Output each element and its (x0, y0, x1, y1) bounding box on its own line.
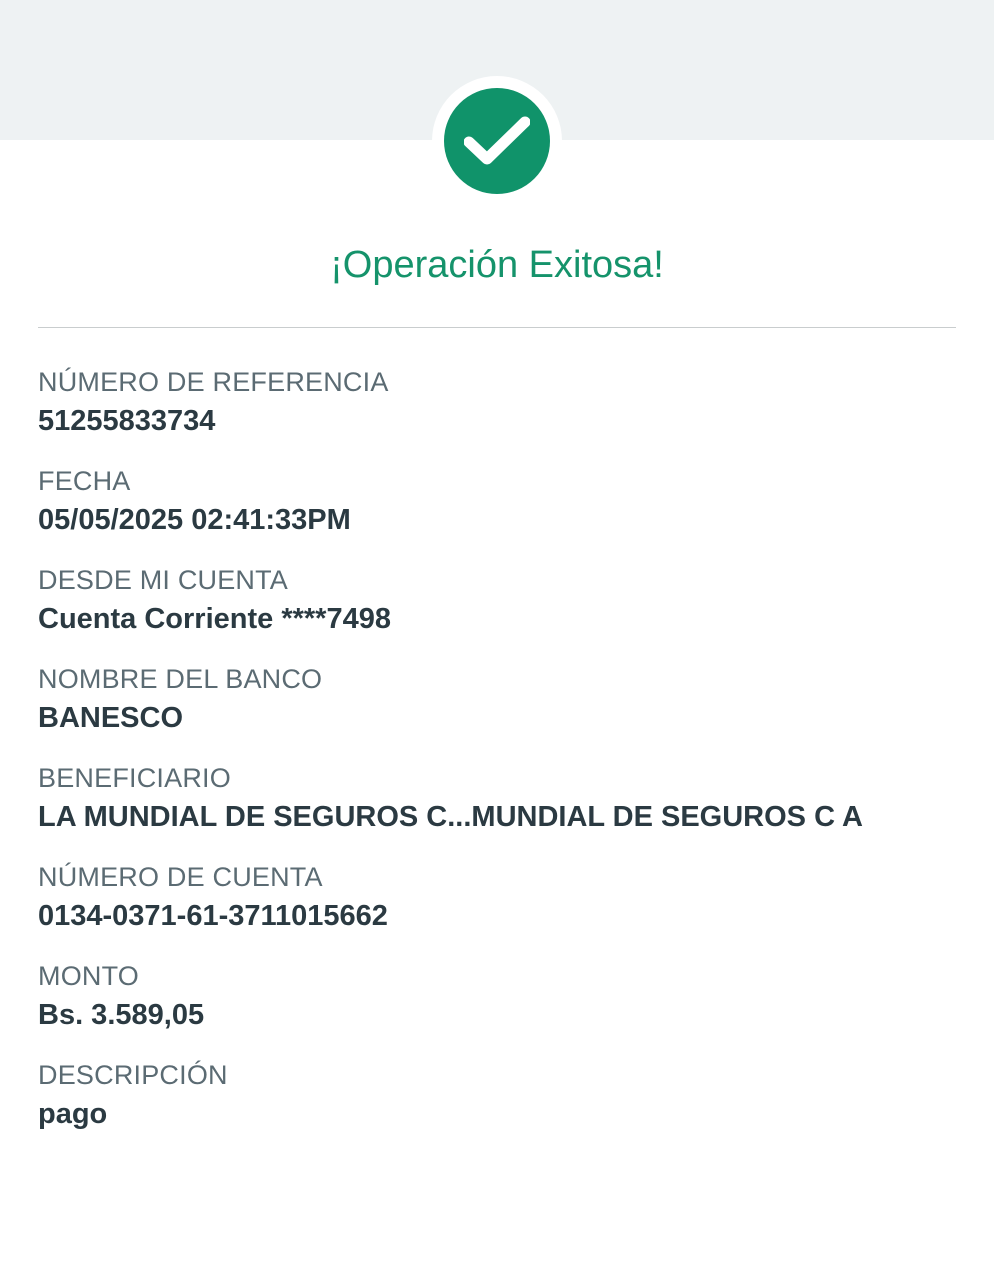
field-label: NÚMERO DE REFERENCIA (38, 367, 389, 397)
field-descripcion (38, 1059, 958, 1132)
divider (38, 327, 956, 328)
field-value: 0134-0371-61-3711015662 (38, 899, 388, 932)
field-label: FECHA (38, 466, 131, 496)
field-numero-de-referencia (38, 366, 958, 439)
field-value: LA MUNDIAL DE SEGUROS C...MUNDIAL DE SEGUROS C A (38, 800, 863, 833)
field-value: Bs. 3.589,05 (38, 998, 205, 1031)
field-desde-mi-cuenta (38, 564, 958, 637)
field-label: NÚMERO DE CUENTA (38, 862, 323, 892)
field-label: BENEFICIARIO (38, 763, 231, 793)
field-numero-de-cuenta (38, 861, 958, 934)
field-nombre-del-banco (38, 663, 958, 736)
success-title: ¡Operación Exitosa! (330, 244, 664, 286)
field-value: Cuenta Corriente ****7498 (38, 602, 391, 635)
field-label: MONTO (38, 961, 139, 991)
field-beneficiario (38, 762, 958, 835)
field-label: NOMBRE DEL BANCO (38, 664, 323, 694)
field-label: DESDE MI CUENTA (38, 565, 289, 595)
field-fecha (38, 465, 958, 538)
receipt-details (38, 366, 958, 1132)
field-label: DESCRIPCIÓN (38, 1060, 228, 1090)
field-value: 51255833734 (38, 404, 216, 437)
field-value: 05/05/2025 02:41:33PM (38, 503, 351, 536)
field-monto (38, 960, 958, 1033)
field-value: BANESCO (38, 701, 184, 734)
success-check-icon (444, 88, 550, 194)
success-check-badge (432, 76, 562, 206)
field-value: pago (38, 1097, 108, 1130)
